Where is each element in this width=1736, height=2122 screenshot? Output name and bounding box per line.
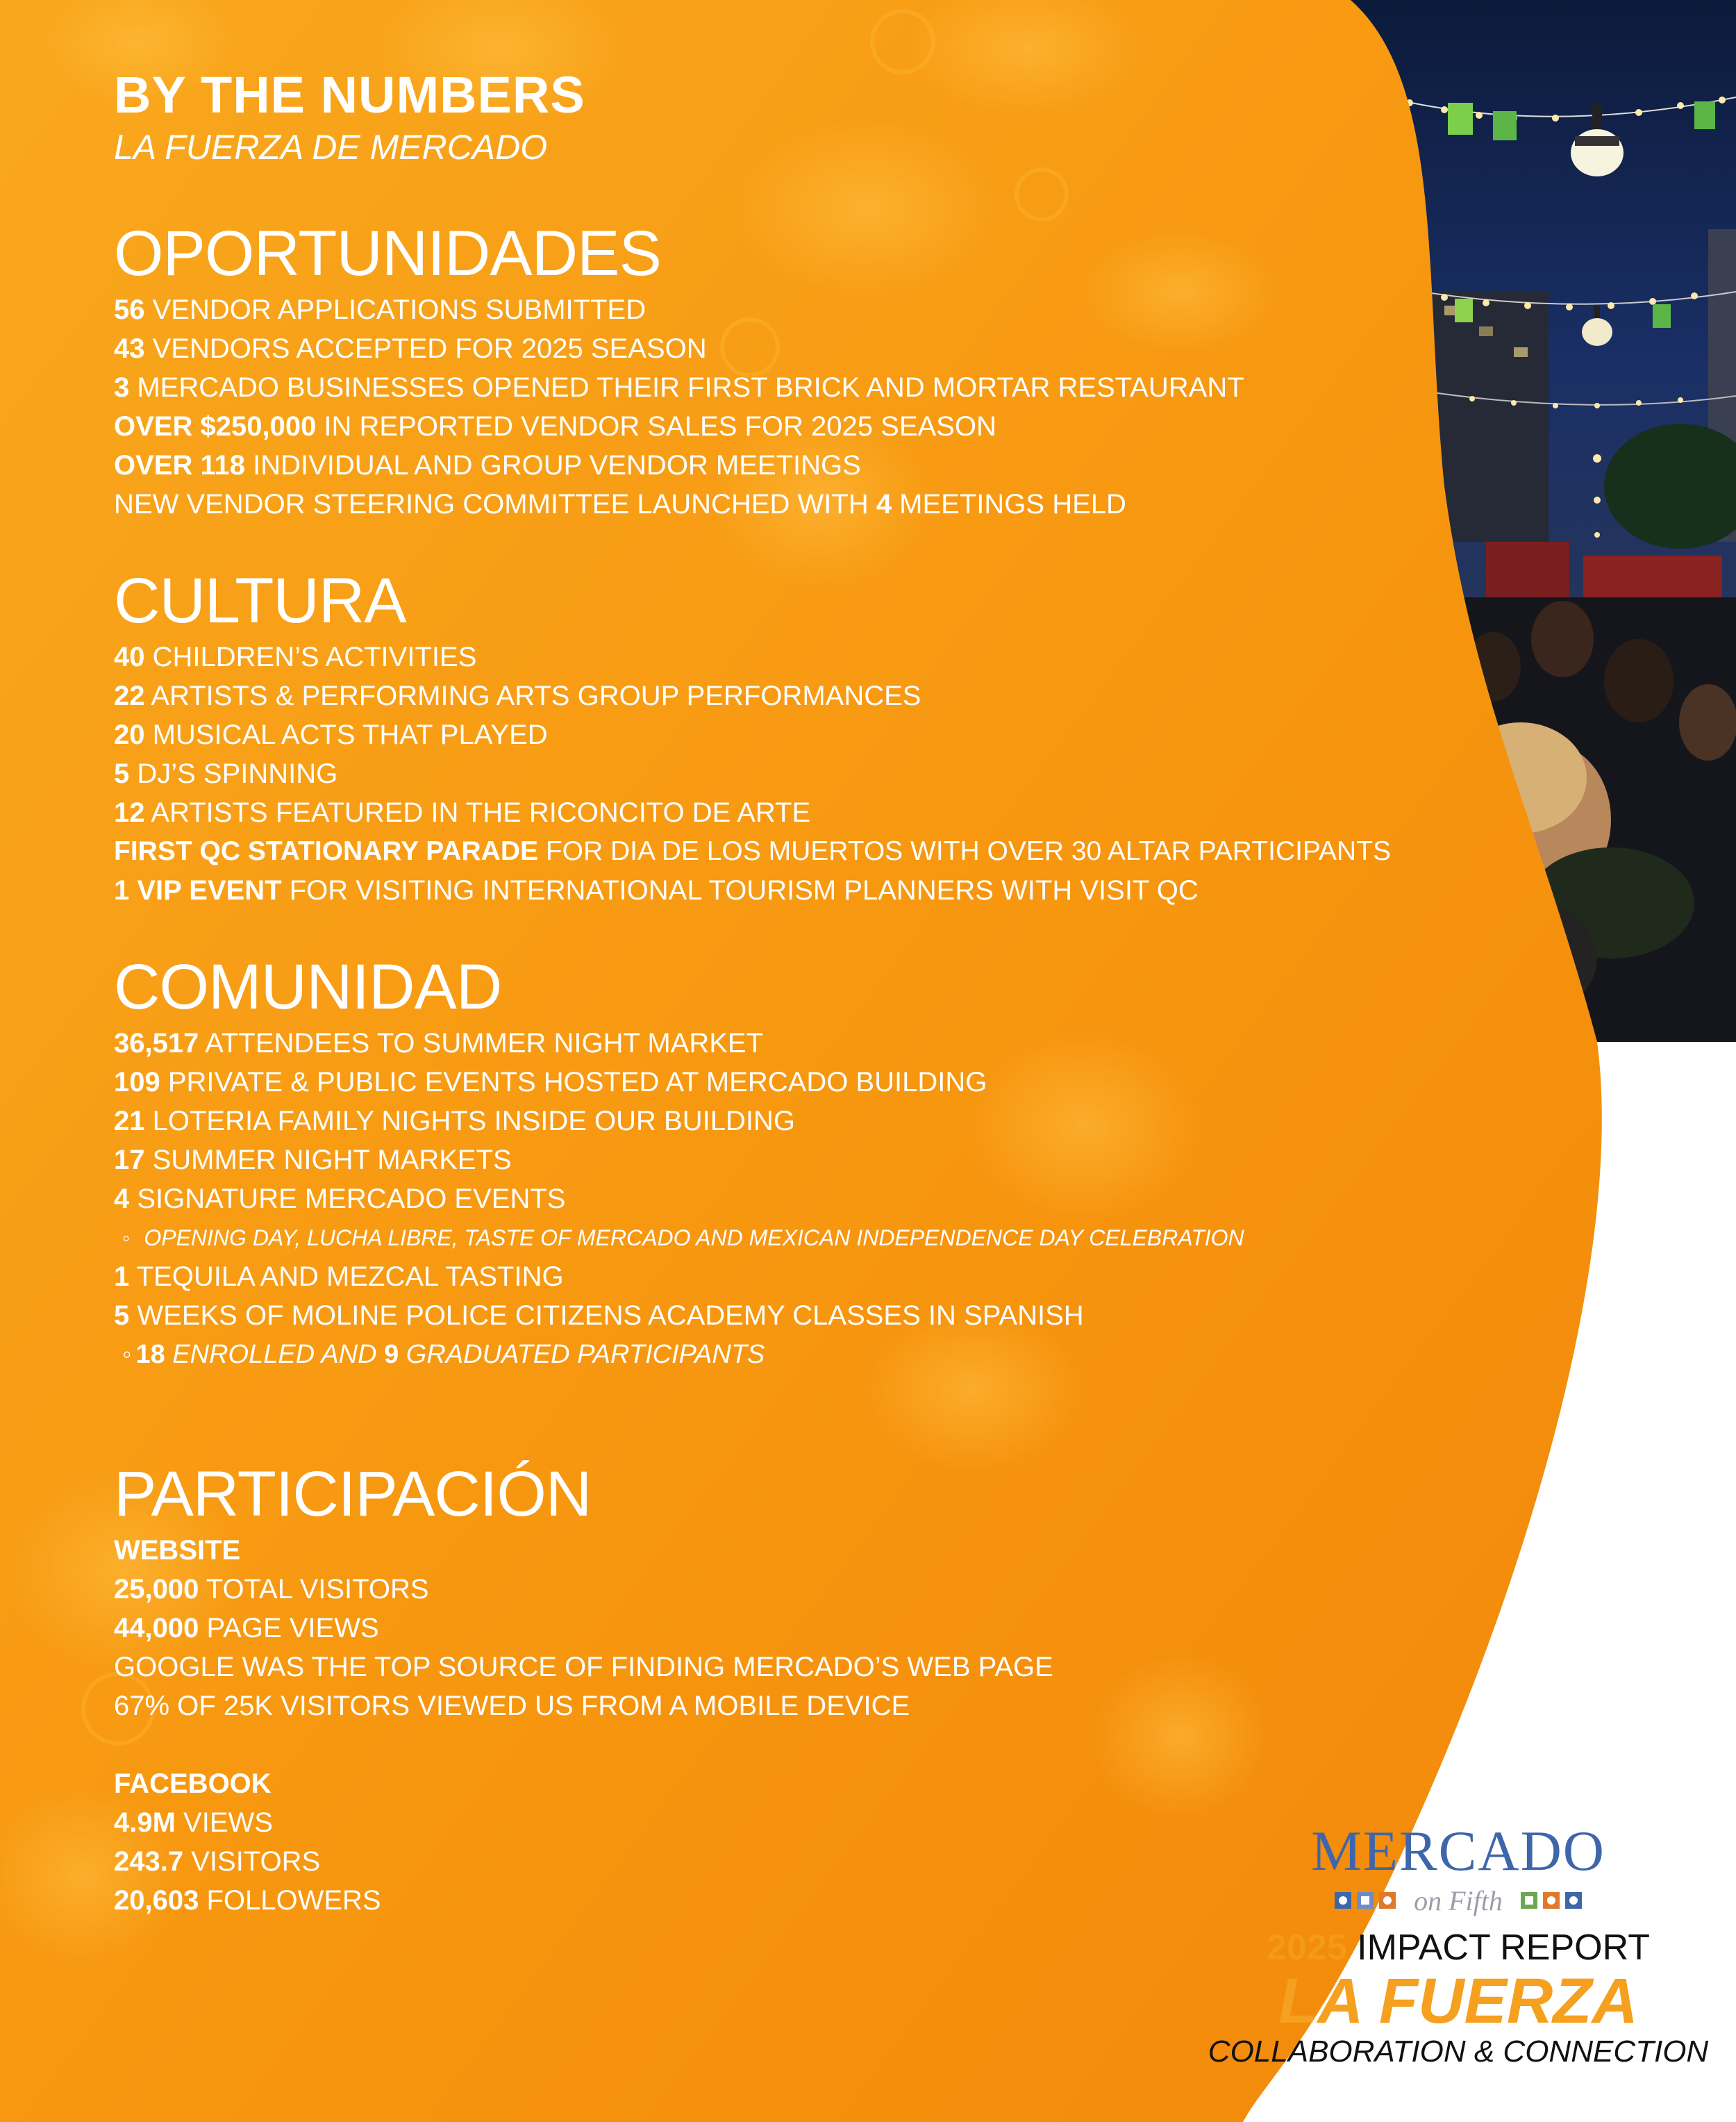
stat-line: 36,517 ATTENDEES TO SUMMER NIGHT MARKET [114, 1028, 764, 1059]
theme-title: LA FUERZA [1278, 1966, 1638, 2037]
logo-tagline: on Fifth [1414, 1884, 1503, 1916]
stat-line: 25,000 TOTAL VISITORS [114, 1574, 429, 1605]
stat-line: 1 TEQUILA AND MEZCAL TASTING [114, 1261, 564, 1292]
stat-line: 243.7 VISITORS [114, 1846, 321, 1877]
stat-line: OVER $250,000 IN REPORTED VENDOR SALES FOR 2025 SEASON [114, 411, 996, 442]
stat-line: 5 WEEKS OF MOLINE POLICE CITIZENS ACADEMY CLASSES IN SPANISH [114, 1300, 1084, 1331]
spacer [114, 1725, 1586, 1764]
facebook-subhead: FACEBOOK [114, 1768, 272, 1799]
stat-line: GOOGLE WAS THE TOP SOURCE OF FINDING MERCADO’S WEB PAGE [114, 1652, 1053, 1682]
stat-line: OVER 118 INDIVIDUAL AND GROUP VENDOR MEETINGS [114, 450, 861, 481]
stat-line: 20,603 FOLLOWERS [114, 1885, 381, 1916]
stat-line: 4 SIGNATURE MERCADO EVENTS [114, 1184, 566, 1214]
section-oportunidades [114, 217, 1586, 524]
page-title: BY THE NUMBERS [114, 66, 585, 124]
bullet-icon: ◦ [122, 1340, 132, 1369]
page-subtitle: LA FUERZA DE MERCADO [114, 128, 548, 167]
section-heading-cultura: CULTURA [114, 565, 406, 636]
stat-line: 21 LOTERIA FAMILY NIGHTS INSIDE OUR BUILDING [114, 1106, 795, 1136]
stat-line: 5 DJ’S SPINNING [114, 759, 338, 789]
tile-icon [1543, 1892, 1560, 1909]
stat-line: 44,000 PAGE VIEWS [114, 1613, 379, 1643]
stat-line: FIRST QC STATIONARY PARADE FOR DIA DE LOS MUERTOS WITH OVER 30 ALTAR PARTICIPANTS [114, 836, 1392, 866]
theme-tagline: COLLABORATION & CONNECTION [1208, 2034, 1709, 2069]
stat-line: 17 SUMMER NIGHT MARKETS [114, 1145, 512, 1175]
section-comunidad [114, 950, 1586, 1374]
stat-line: 12 ARTISTS FEATURED IN THE RICONCITO DE ARTE [114, 797, 811, 828]
stat-line: 1 VIP EVENT FOR VISITING INTERNATIONAL TOURISM PLANNERS WITH VISIT QC [114, 875, 1199, 906]
branding-block [1194, 1820, 1722, 2071]
website-subhead: WEBSITE [114, 1535, 241, 1566]
sub-bullet: ◦ 18 ENROLLED AND 9 GRADUATED PARTICIPANTS [122, 1340, 765, 1369]
stat-line: 4.9M VIEWS [114, 1807, 273, 1838]
logo-tagline-row [1194, 1882, 1722, 1918]
bullet-icon: ◦ [122, 1225, 131, 1250]
stat-line: 20 MUSICAL ACTS THAT PLAYED [114, 720, 548, 750]
stat-line: 3 MERCADO BUSINESSES OPENED THEIR FIRST BRICK AND MORTAR RESTAURANT [114, 372, 1244, 403]
stat-line: 40 CHILDREN’S ACTIVITIES [114, 642, 477, 672]
tile-icon [1335, 1892, 1351, 1909]
tile-icon [1565, 1892, 1582, 1909]
sub-bullet: ◦ OPENING DAY, LUCHA LIBRE, TASTE OF MERCADO AND MEXICAN INDEPENDENCE DAY CELEBRATION [122, 1225, 1244, 1250]
section-heading-comunidad: COMUNIDAD [114, 952, 502, 1022]
tile-icon [1521, 1892, 1537, 1909]
impact-report-line: 2025 IMPACT REPORT [1267, 1928, 1650, 1968]
stat-line: 22 ARTISTS & PERFORMING ARTS GROUP PERFORMANCES [114, 681, 921, 711]
stat-line: 43 VENDORS ACCEPTED FOR 2025 SEASON [114, 333, 707, 364]
section-heading-oportunidades: OPORTUNIDADES [114, 218, 661, 289]
section-cultura [114, 564, 1586, 910]
stat-line: 56 VENDOR APPLICATIONS SUBMITTED [114, 295, 646, 325]
section-heading-participacion: PARTICIPACIÓN [114, 1459, 592, 1530]
stat-line: NEW VENDOR STEERING COMMITTEE LAUNCHED WITH 4 MEETINGS HELD [114, 489, 1126, 520]
tile-icon [1357, 1892, 1374, 1909]
stat-line: 109 PRIVATE & PUBLIC EVENTS HOSTED AT MERCADO BUILDING [114, 1067, 987, 1097]
stat-line: 67% OF 25K VISITORS VIEWED US FROM A MOBILE DEVICE [114, 1691, 910, 1721]
tile-icon [1379, 1892, 1396, 1909]
mercado-logo: MERCADO [1310, 1819, 1606, 1882]
content-column [114, 64, 1586, 1920]
